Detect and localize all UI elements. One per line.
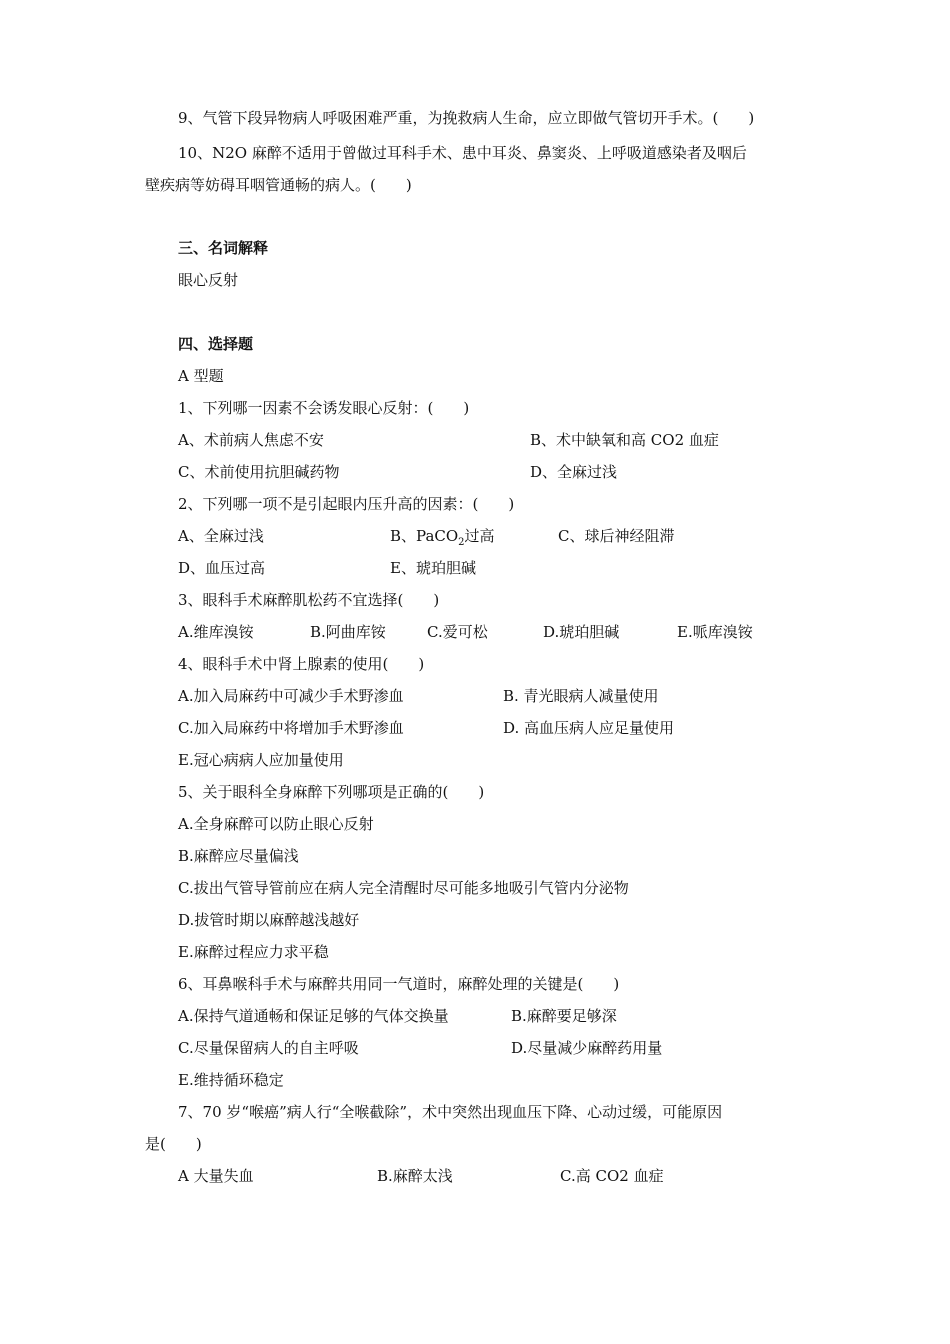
q5-option-b: B.麻醉应尽量偏浅 [178, 847, 299, 865]
term-item: 眼心反射 [178, 271, 239, 289]
q6-option-d: D.尽量减少麻醉药用量 [511, 1039, 663, 1057]
q3-option-b: B.阿曲库铵 [310, 623, 386, 641]
q6-option-b: B.麻醉要足够深 [511, 1007, 617, 1025]
q3-stem: 3、眼科手术麻醉肌松药不宜选择( ) [178, 591, 440, 609]
q6-option-a: A.保持气道通畅和保证足够的气体交换量 [178, 1007, 449, 1025]
q2-option-e: E、琥珀胆碱 [390, 559, 476, 577]
q7-stem-line1: 7、70 岁“喉癌”病人行“全喉截除”，术中突然出现血压下降、心动过缓，可能原因 [178, 1103, 723, 1121]
q5-option-e: E.麻醉过程应力求平稳 [178, 943, 329, 961]
q4-stem: 4、眼科手术中肾上腺素的使用( ) [178, 655, 425, 673]
q7-option-a: A 大量失血 [178, 1167, 254, 1185]
section-4-heading: 四、选择题 [178, 335, 254, 353]
q4-option-a: A.加入局麻药中可减少手术野渗血 [178, 687, 404, 705]
q1-stem: 1、下列哪一因素不会诱发眼心反射：( ) [178, 399, 470, 417]
q2-option-d: D、血压过高 [178, 559, 266, 577]
q4-option-d: D. 高血压病人应足量使用 [503, 719, 675, 737]
q2-option-c: C、球后神经阻滞 [558, 527, 675, 545]
q1-option-c: C、术前使用抗胆碱药物 [178, 463, 340, 481]
q5-stem: 5、关于眼科全身麻醉下列哪项是正确的( ) [178, 783, 485, 801]
q7-option-b: B.麻醉太浅 [377, 1167, 453, 1185]
q1-option-b: B、术中缺氧和高 CO2 血症 [530, 431, 719, 449]
q2-stem: 2、下列哪一项不是引起眼内压升高的因素：( ) [178, 495, 515, 513]
q2-option-a: A、全麻过浅 [178, 527, 264, 545]
question-type: A 型题 [178, 367, 224, 385]
q6-stem: 6、耳鼻喉科手术与麻醉共用同一气道时，麻醉处理的关键是( ) [178, 975, 620, 993]
q2-option-b-prefix: B、PaCO [390, 527, 459, 545]
q7-option-c: C.高 CO2 血症 [560, 1167, 664, 1185]
q5-option-d: D.拔管时期以麻醉越浅越好 [178, 911, 360, 929]
q6-option-e: E.维持循环稳定 [178, 1071, 284, 1089]
question-9: 9、气管下段异物病人呼吸困难严重，为挽救病人生命，应立即做气管切开手术。( ) [178, 109, 755, 127]
q3-option-a: A.维库溴铵 [178, 623, 254, 641]
q2-option-b-suffix: 过高 [464, 527, 495, 545]
q3-option-e: E.哌库溴铵 [677, 623, 753, 641]
q5-option-c: C.拔出气管导管前应在病人完全清醒时尽可能多地吸引气管内分泌物 [178, 879, 629, 897]
q3-option-d: D.琥珀胆碱 [543, 623, 620, 641]
q1-option-d: D、全麻过浅 [530, 463, 618, 481]
q4-option-c: C.加入局麻药中将增加手术野渗血 [178, 719, 404, 737]
q4-option-e: E.冠心病病人应加量使用 [178, 751, 344, 769]
q4-option-b: B. 青光眼病人减量使用 [503, 687, 659, 705]
q3-option-c: C.爱可松 [427, 623, 488, 641]
q7-stem-line2: 是( ) [145, 1135, 202, 1153]
q2-option-b-subscript: 2 [458, 537, 465, 548]
q5-option-a: A.全身麻醉可以防止眼心反射 [178, 815, 374, 833]
question-10-line1: 10、N2O 麻醉不适用于曾做过耳科手术、患中耳炎、鼻窦炎、上呼吸道感染者及咽后 [178, 144, 747, 162]
q1-option-a: A、术前病人焦虑不安 [178, 431, 324, 449]
question-10-line2: 壁疾病等妨碍耳咽管通畅的病人。( ) [145, 176, 412, 194]
q6-option-c: C.尽量保留病人的自主呼吸 [178, 1039, 359, 1057]
q2-option-b [390, 526, 495, 553]
section-3-heading: 三、名词解释 [178, 239, 269, 257]
